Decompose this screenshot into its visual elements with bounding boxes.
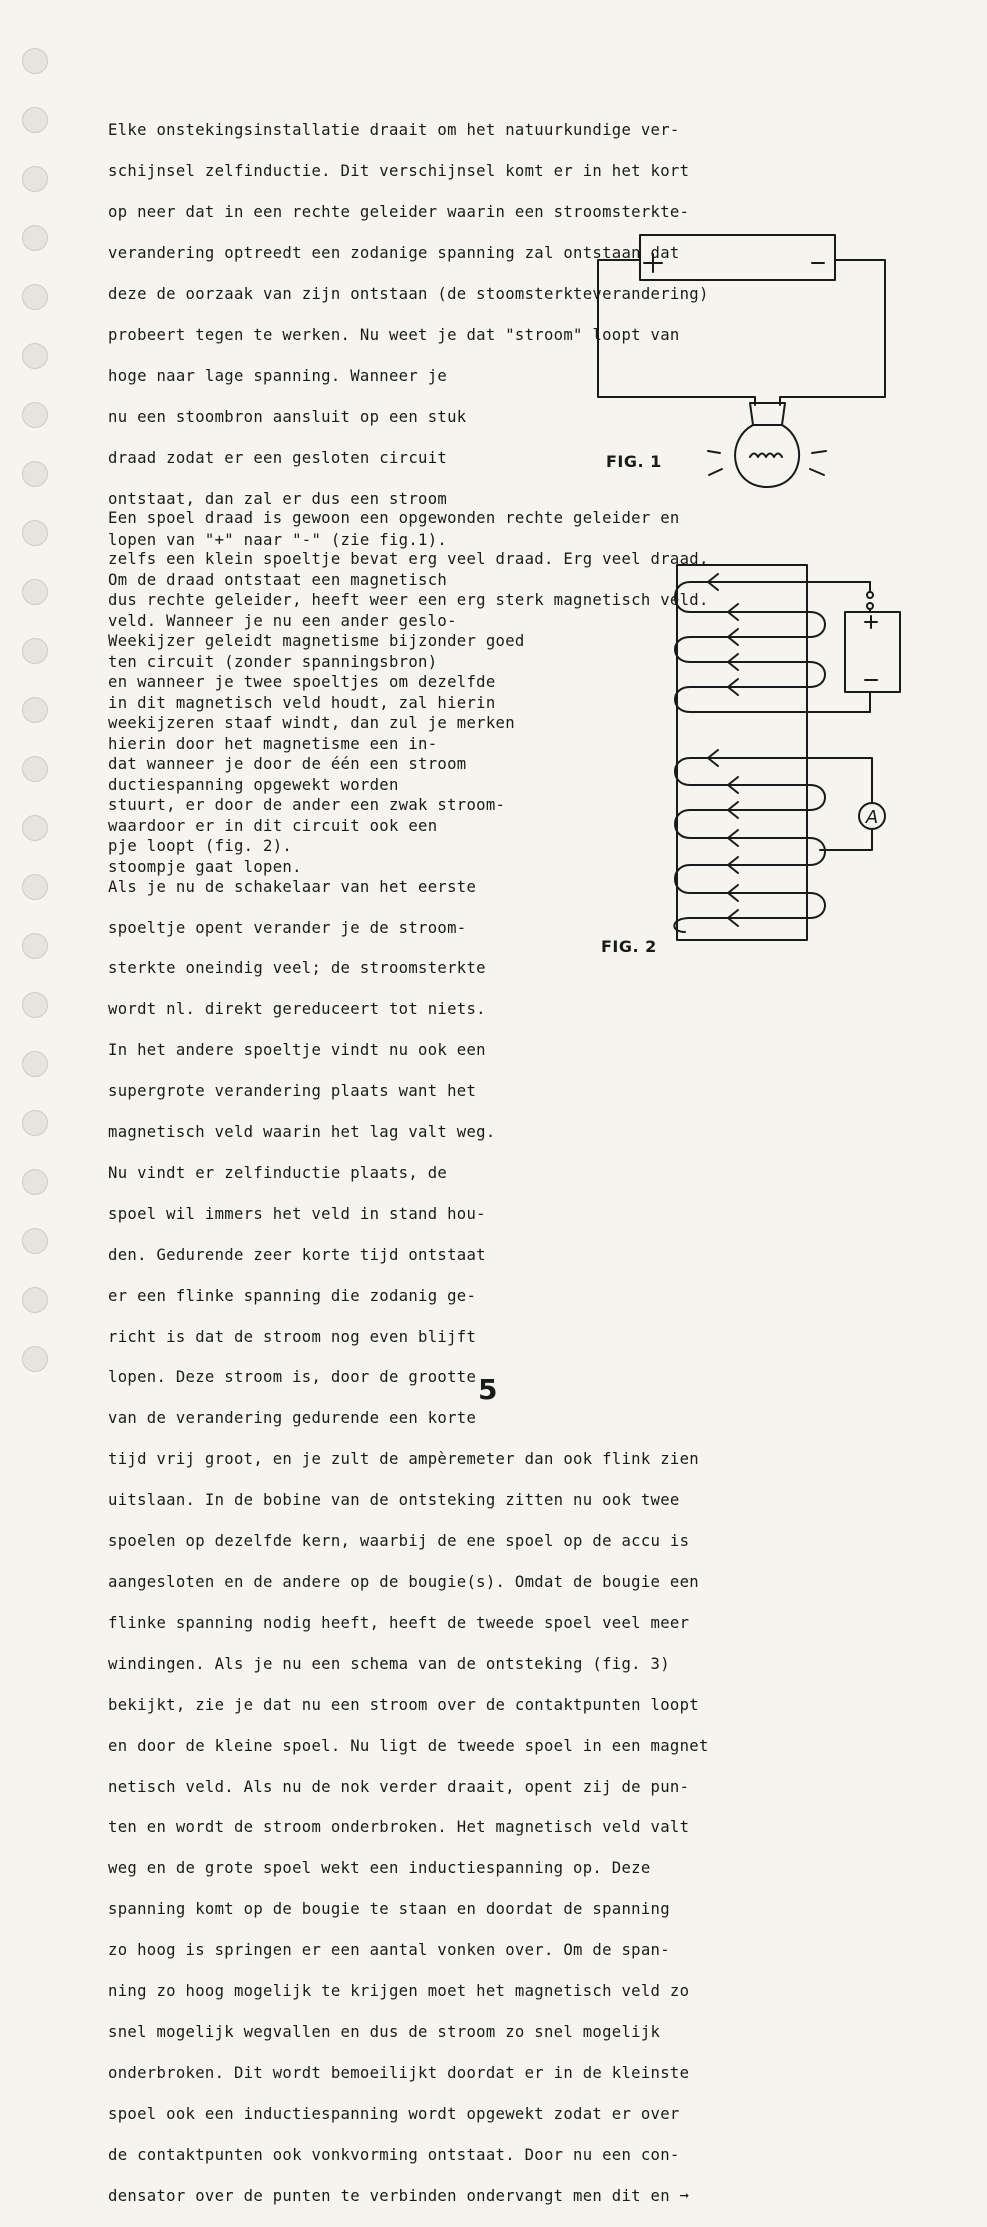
binder-hole — [22, 1346, 48, 1372]
paragraph-coil — [108, 488, 709, 2227]
binder-hole — [22, 48, 48, 74]
text-line-content: densator over de punten te verbinden ondervangt men dit en — [108, 2186, 670, 2205]
binder-hole — [22, 697, 48, 723]
text-line: lopen. Deze stroom is, door de grootte — [108, 1368, 477, 1387]
binder-hole — [22, 461, 48, 487]
binder-hole — [22, 933, 48, 959]
text-line: spanning komt op de bougie te staan en doordat de spanning — [108, 1900, 670, 1919]
text-line: de contaktpunten ook vonkvorming ontstaat. Door nu een con- — [108, 2145, 680, 2164]
text-line: aangesloten en de andere op de bougie(s). Omdat de bougie een — [108, 1573, 699, 1592]
binder-hole — [22, 520, 48, 546]
lamp-ray — [812, 451, 826, 453]
binder-hole — [22, 1110, 48, 1136]
text-line: ten circuit (zonder spanningsbron) — [108, 653, 438, 672]
text-line: tijd vrij groot, en je zult de ampèremeter dan ook flink zien — [108, 1450, 699, 1469]
binder-hole — [22, 343, 48, 369]
text-line: lopen van "+" naar "-" (zie fig.1). — [108, 530, 448, 549]
text-line: dat wanneer je door de één een stroom — [108, 754, 467, 773]
text-line: den. Gedurende zeer korte tijd ontstaat — [108, 1245, 486, 1264]
text-line: windingen. Als je nu een schema van de ontsteking (fig. 3) — [108, 1654, 670, 1673]
iron-core — [677, 565, 807, 940]
text-line: weekijzeren staaf windt, dan zul je merken — [108, 713, 515, 732]
text-line: draad zodat er een gesloten circuit — [108, 448, 448, 467]
binder-hole — [22, 225, 48, 251]
binder-hole — [22, 579, 48, 605]
text-line: ductiespanning opgewekt worden — [108, 775, 399, 794]
binder-hole — [22, 1169, 48, 1195]
ammeter-wire — [860, 758, 872, 803]
text-line: wordt nl. direkt gereduceert tot niets. — [108, 1000, 486, 1019]
text-line: spoel wil immers het veld in stand hou- — [108, 1204, 486, 1223]
text-line: waardoor er in dit circuit ook een — [108, 816, 438, 835]
text-line: en wanneer je twee spoeltjes om dezelfde — [108, 673, 496, 692]
text-line: bekijkt, zie je dat nu een stroom over de contaktpunten loopt — [108, 1695, 699, 1714]
lamp-filament — [750, 454, 782, 458]
binder-hole — [22, 402, 48, 428]
text-line: weg en de grote spoel wekt een inductiespanning op. Deze — [108, 1859, 651, 1878]
text-line: hierin door het magnetisme een in- — [108, 735, 438, 754]
binder-hole — [22, 1287, 48, 1313]
binder-hole — [22, 874, 48, 900]
text-line: flinke spanning nodig heeft, heeft de tweede spoel veel meer — [108, 1613, 690, 1632]
figure-2-coils — [660, 560, 910, 950]
text-line: zelfs een klein spoeltje bevat erg veel draad. Erg veel draad, — [108, 550, 709, 569]
binder-hole — [22, 284, 48, 310]
binder-hole — [22, 1051, 48, 1077]
binder-holes — [0, 0, 70, 1403]
binder-hole — [22, 166, 48, 192]
text-line: Om de draad ontstaat een magnetisch — [108, 571, 448, 590]
text-line: Weekijzer geleidt magnetisme bijzonder goed — [108, 632, 525, 651]
text-line: ning zo hoog mogelijk te krijgen moet het magnetisch veld zo — [108, 1982, 690, 2001]
lamp-ray — [708, 451, 720, 453]
text-line: deze de oorzaak van zijn ontstaan (de stoomsterkteverandering) — [108, 285, 709, 304]
text-line: richt is dat de stroom nog even blijft — [108, 1327, 477, 1346]
figure-2-label: FIG. 2 — [601, 937, 657, 956]
page-number: 5 — [478, 1373, 498, 1406]
text-line: verandering optreedt een zodanige spanning zal ontstaan dat — [108, 244, 680, 263]
binder-hole — [22, 992, 48, 1018]
binder-hole — [22, 815, 48, 841]
text-line: ontstaat, dan zal er dus een stroom — [108, 489, 448, 508]
text-line: veld. Wanneer je nu een ander geslo- — [108, 612, 457, 631]
battery-outline — [640, 235, 835, 280]
text-line: nu een stoombron aansluit op een stuk — [108, 407, 467, 426]
ammeter-wire — [820, 829, 872, 850]
text-line: op neer dat in een rechte geleider waarin een stroomsterkte- — [108, 203, 690, 222]
text-line: netisch veld. Als nu de nok verder draait, opent zij de pun- — [108, 1777, 690, 1796]
lamp-ray — [709, 469, 722, 475]
text-line: Een spoel draad is gewoon een opgewonden rechte geleider en — [108, 509, 680, 528]
text-line: pje loopt (fig. 2). — [108, 836, 293, 855]
text-line — [108, 2186, 709, 2206]
primary-coil — [675, 582, 870, 712]
text-line: dus rechte geleider, heeft weer een erg sterk magnetisch veld. — [108, 591, 709, 610]
text-line: magnetisch veld waarin het lag valt weg. — [108, 1123, 496, 1142]
text-line: Als je nu de schakelaar van het eerste — [108, 877, 477, 896]
ammeter-label: A — [865, 807, 879, 828]
text-line: ten en wordt de stroom onderbroken. Het magnetisch veld valt — [108, 1818, 690, 1837]
text-line: er een flinke spanning die zodanig ge- — [108, 1286, 477, 1305]
text-line: van de verandering gedurende een korte — [108, 1409, 477, 1428]
binder-hole — [22, 107, 48, 133]
text-line: Elke onstekingsinstallatie draait om het natuurkundige ver- — [108, 121, 680, 140]
secondary-coil — [674, 758, 860, 932]
text-line: In het andere spoeltje vindt nu ook een — [108, 1041, 486, 1060]
continue-arrow-icon: ➞ — [679, 2186, 690, 2205]
text-line: uitslaan. In de bobine van de ontsteking zitten nu ook twee — [108, 1491, 680, 1510]
text-line: sterkte oneindig veel; de stroomsterkte — [108, 959, 486, 978]
text-line: zo hoog is springen er een aantal vonken over. Om de span- — [108, 1941, 670, 1960]
lamp-ray — [810, 469, 824, 475]
text-line: in dit magnetisch veld houdt, zal hierin — [108, 694, 496, 713]
wire-right — [780, 260, 885, 405]
text-line: schijnsel zelfinductie. Dit verschijnsel komt er in het kort — [108, 162, 690, 181]
text-line: stoompje gaat lopen. — [108, 857, 302, 876]
text-line: probeert tegen te werken. Nu weet je dat "stroom" loopt van — [108, 325, 680, 344]
text-line: stuurt, er door de ander een zwak stroom- — [108, 795, 506, 814]
text-line: Nu vindt er zelfinductie plaats, de — [108, 1163, 448, 1182]
binder-hole — [22, 638, 48, 664]
text-line: onderbroken. Dit wordt bemoeilijkt doordat er in de kleinste — [108, 2063, 690, 2082]
lamp-socket — [750, 403, 785, 425]
text-line: spoelen op dezelfde kern, waarbij de ene spoel op de accu is — [108, 1532, 690, 1551]
text-line: snel mogelijk wegvallen en dus de stroom zo snel mogelijk — [108, 2022, 661, 2041]
binder-hole — [22, 756, 48, 782]
wire-left — [598, 260, 755, 405]
figure-1-label: FIG. 1 — [606, 452, 662, 471]
text-line: hoge naar lage spanning. Wanneer je — [108, 366, 448, 385]
text-line: supergrote verandering plaats want het — [108, 1082, 477, 1101]
binder-hole — [22, 1228, 48, 1254]
text-line: spoeltje opent verander je de stroom- — [108, 918, 467, 937]
text-line: spoel ook een inductiespanning wordt opgewekt zodat er over — [108, 2104, 680, 2123]
text-line: en door de kleine spoel. Nu ligt de tweede spoel in een magnet — [108, 1736, 709, 1755]
switch-contact — [867, 592, 873, 598]
